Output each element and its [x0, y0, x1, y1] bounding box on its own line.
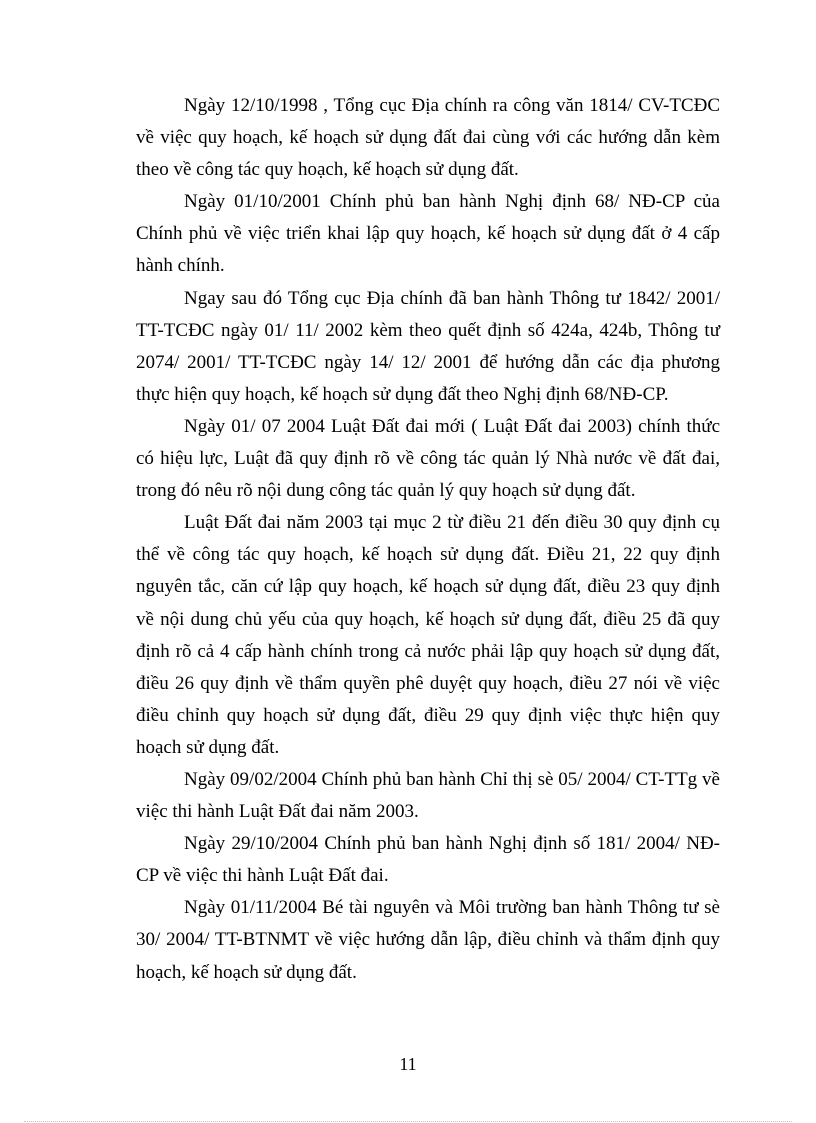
paragraph-8: Ngày 01/11/2004 Bé tài nguyên và Môi trường ban hành Thông tư sè 30/ 2004/ TT-BTNMT về việc hướng dẫn lập, điều chỉnh và thẩm định quy hoạch, kế hoạch sử dụng đất. — [136, 897, 720, 983]
paragraph-1: Ngày 12/10/1998 , Tổng cục Địa chính ra công văn 1814/ CV-TCĐC về việc quy hoạch, kế hoạch sử dụng đất đai cùng với các hướng dẫn kèm theo về công tác quy hoạch, kế hoạch sử dụng đất. — [136, 95, 720, 181]
document-body — [136, 90, 720, 989]
paragraph-2: Ngày 01/10/2001 Chính phủ ban hành Nghị định 68/ NĐ-CP của Chính phủ về việc triển khai lập quy hoạch, kế hoạch sử dụng đất ở 4 cấp hành chính. — [136, 191, 720, 277]
paragraph-6: Ngày 09/02/2004 Chính phủ ban hành Chỉ thị sè 05/ 2004/ CT-TTg về việc thi hành Luật Đất đai năm 2003. — [136, 768, 720, 823]
page-bottom-divider — [24, 1121, 792, 1122]
page-number: 11 — [399, 1054, 417, 1074]
paragraph-7: Ngày 29/10/2004 Chính phủ ban hành Nghị định số 181/ 2004/ NĐ-CP về việc thi hành Luật Đất đai. — [136, 833, 720, 887]
paragraph-4: Ngày 01/ 07 2004 Luật Đất đai mới ( Luật Đất đai 2003) chính thức có hiệu lực, Luật đã quy định rõ về công tác quản lý Nhà nước về đất đai, trong đó nêu rõ nội dung công tác quản lý quy hoạch sử dụng đất. — [136, 415, 720, 502]
paragraph-5: Luật Đất đai năm 2003 tại mục 2 từ điều 21 đến điều 30 quy định cụ thể về công tác quy hoạch, kế hoạch sử dụng đất. Điều 21, 22 quy định nguyên tắc, căn cứ lập quy hoạch, kế hoạch sử dụng đất, điều 23 quy định về nội dung chủ yếu của quy hoạch, kế hoạch sử dụng đất, điều 25 đã quy định rõ cả 4 cấp hành chính trong cả nước phải lập quy hoạch sử dụng đất, điều 26 quy định về thẩm quyền phê duyệt quy hoạch, điều 27 nói về việc điều chỉnh quy hoạch sử dụng đất, điều 29 quy định việc thực hiện quy hoạch sử dụng đất. — [136, 512, 720, 758]
paragraph-3: Ngay sau đó Tổng cục Địa chính đã ban hành Thông tư 1842/ 2001/ TT-TCĐC ngày 01/ 11/ 2002 kèm theo quết định số 424a, 424b, Thông tư 2074/ 2001/ TT-TCĐC ngày 14/ 12/ 2001 để hướng dẫn các địa phương thực hiện quy hoạch, kế hoạch sử dụng đất theo Nghị định 68/NĐ-CP. — [136, 287, 720, 405]
